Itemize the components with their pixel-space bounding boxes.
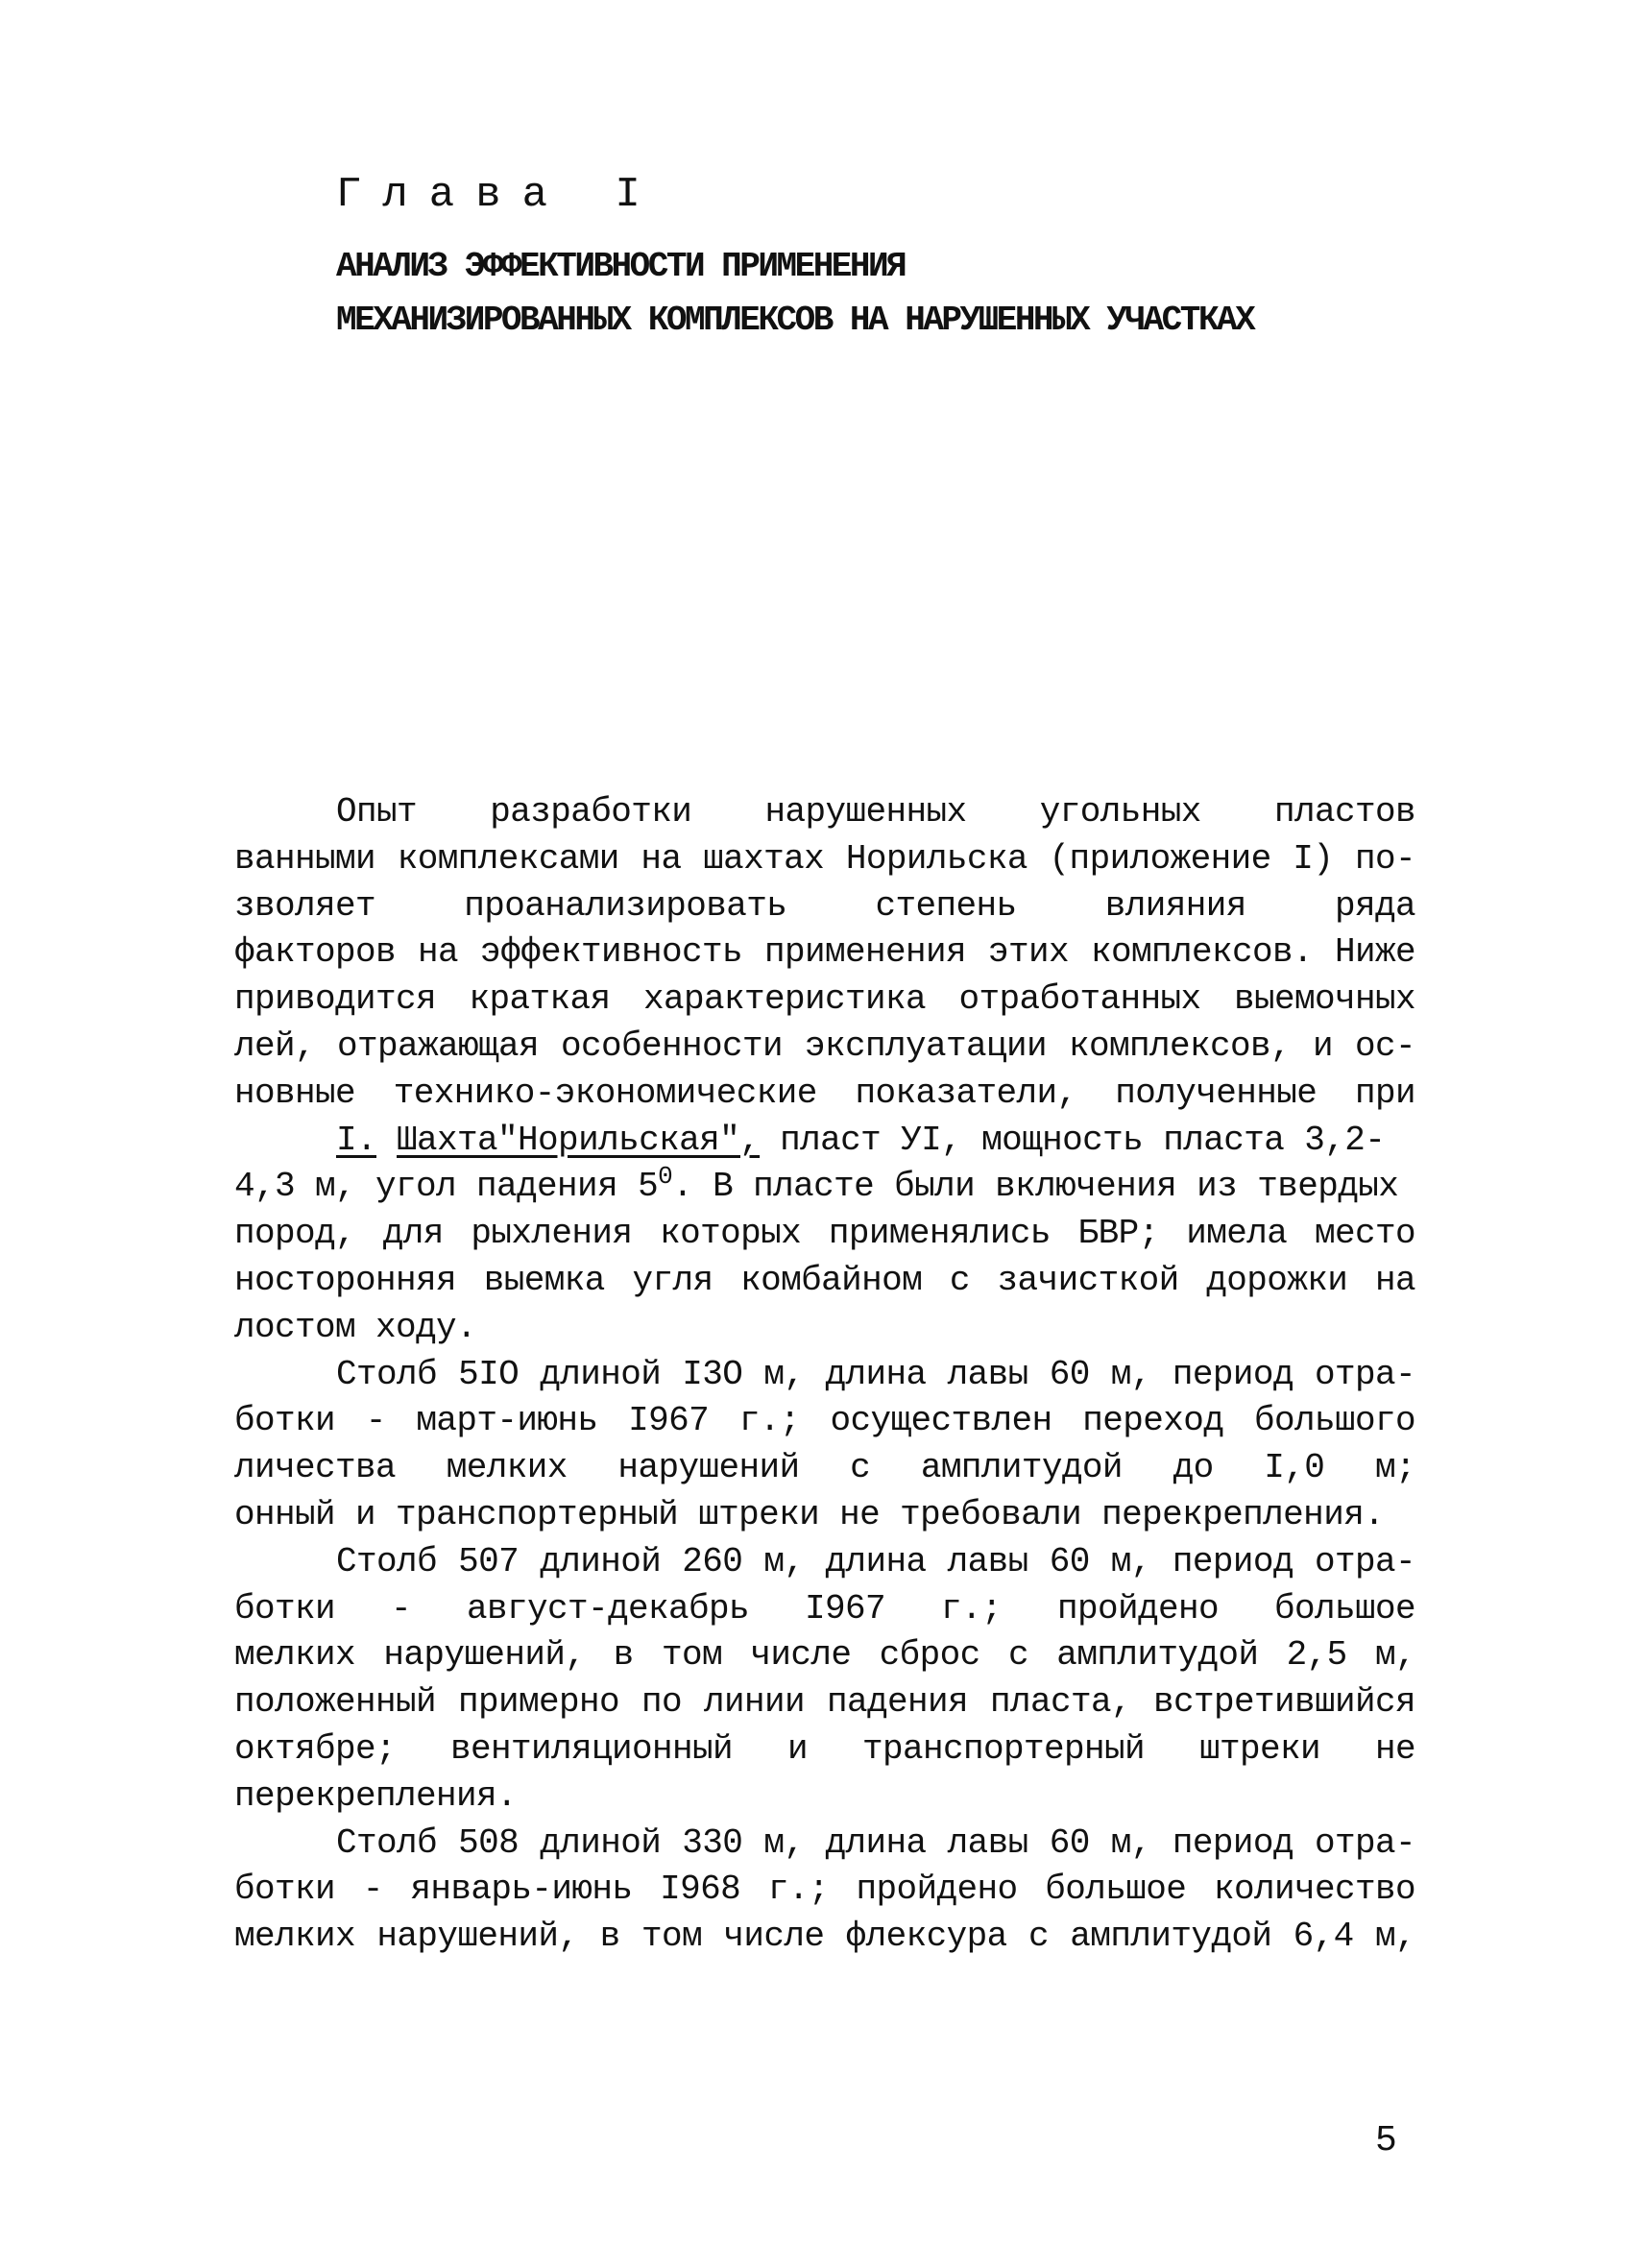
text-line: Столб 5IO длиной I3O м, длина лавы 60 м, период отра- (336, 1354, 1415, 1394)
text-line: новные технико-экономические показатели, полученные при (234, 1073, 1415, 1113)
text-line (234, 1164, 1415, 1211)
text-line: зволяет проанализировать степень влияния ряда (234, 885, 1415, 926)
text-line: мелких нарушений, в том числе сброс с амплитудой 2,5 м, (234, 1635, 1415, 1676)
text-span: пласт УI, мощность пласта 3,2- (780, 1120, 1386, 1160)
text-line: лей, отражающая особенности эксплуатации комплексов, и ос- (234, 1025, 1415, 1066)
text-line: носторонняя выемка угля комбайном с зачисткой дорожки на (234, 1260, 1415, 1300)
text-line: ботки - март-июнь I967 г.; осуществлен переход большого (234, 1401, 1415, 1441)
chapter-title (336, 240, 1253, 348)
text-line: октябре; вентиляционный и транспортерный штреки не (234, 1728, 1415, 1769)
chapter-label: Глава I (336, 171, 662, 219)
text-line: ванными комплексами на шахтах Норильска (приложение I) по- (234, 838, 1415, 879)
text-line: положенный примерно по линии падения пласта, встретившийся (234, 1682, 1415, 1723)
text-line: личества мелких нарушений с амплитудой до I,0 м; (234, 1448, 1415, 1488)
text-line: Опыт разработки нарушенных угольных пластов (336, 792, 1415, 832)
text-span: . В пласте были включения из твердых (672, 1167, 1399, 1207)
text-line: приводится краткая характеристика отработанных выемочных (234, 979, 1415, 1020)
body-text (234, 789, 1415, 1961)
section-number: I. (336, 1120, 377, 1160)
text-line (234, 1118, 1415, 1165)
text-line: ботки - январь-июнь I968 г.; пройдено большое количество (234, 1870, 1415, 1910)
chapter-title-line-1: АНАЛИЗ ЭФФЕКТИВНОСТИ ПРИМЕНЕНИЯ (336, 247, 906, 286)
text-line: Столб 507 длиной 260 м, длина лавы 60 м, период отра- (336, 1541, 1415, 1581)
chapter-title-line-2: МЕХАНИЗИРОВАННЫХ КОМПЛЕКСОВ НА НАРУШЕННЫХ УЧАСТКАХ (336, 301, 1254, 340)
text-line: факторов на эффективность применения этих комплексов. Ниже (234, 932, 1415, 973)
text-line: пород, для рыхления которых применялись БВР; имела место (234, 1214, 1415, 1254)
text-line: мелких нарушений, в том числе флексура с амплитудой 6,4 м, (234, 1917, 1415, 1957)
degree-superscript: 0 (658, 1162, 673, 1192)
text-span: 4,3 м, угол падения 5 (234, 1167, 659, 1207)
text-line: лостом ходу. (234, 1307, 477, 1347)
mine-name: Шахта"Норильская", (397, 1120, 761, 1160)
page-number: 5 (1375, 2120, 1397, 2161)
text-line: онный и транспортерный штреки не требовали перекрепления. (234, 1494, 1385, 1534)
text-line: перекрепления. (234, 1775, 518, 1816)
text-line: Столб 508 длиной 330 м, длина лавы 60 м, период отра- (336, 1822, 1415, 1863)
text-line: ботки - август-декабрь I967 г.; пройдено большое (234, 1588, 1415, 1629)
